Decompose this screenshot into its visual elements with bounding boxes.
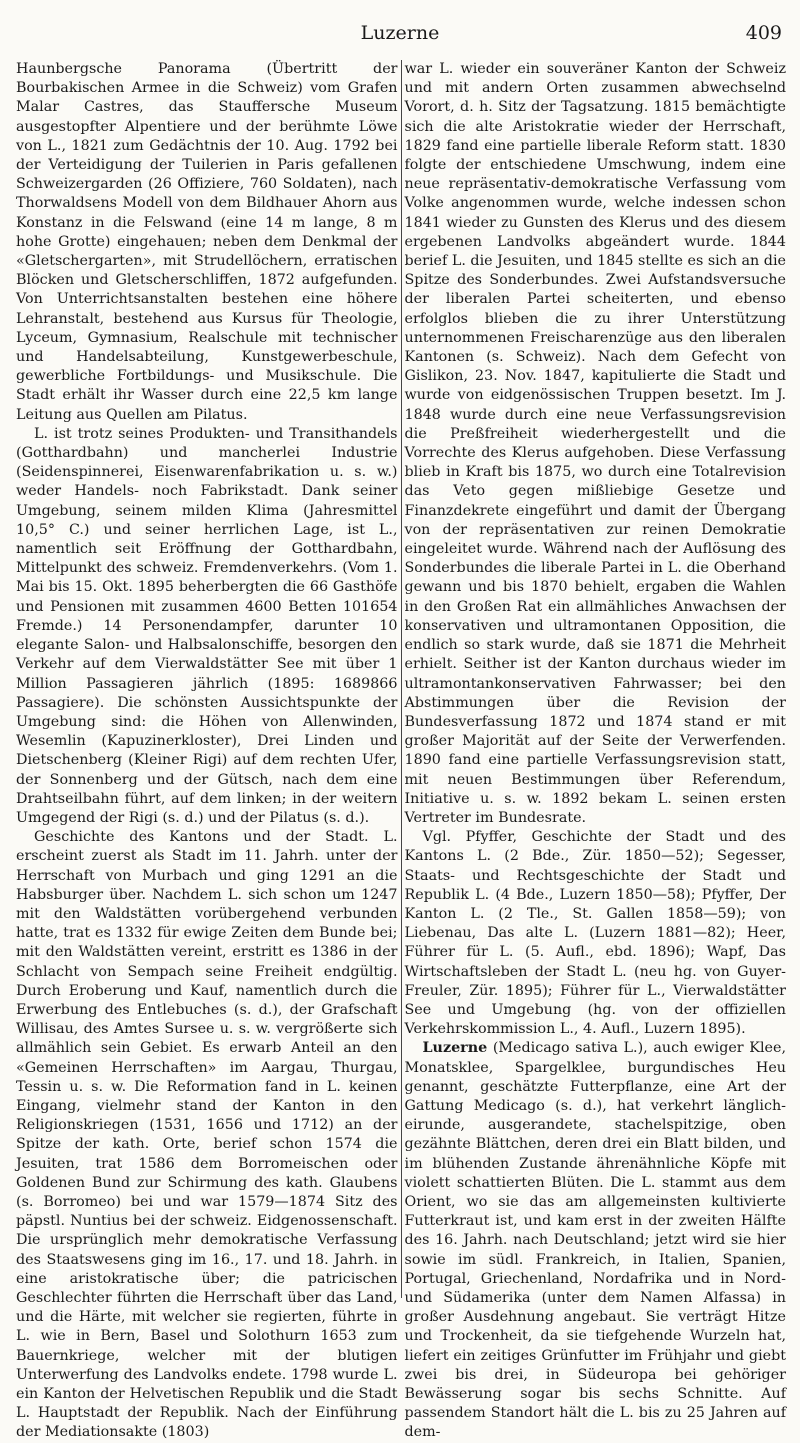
right-column [404,60,787,1441]
entry-text: (Medicago sativa L.), auch ewiger Klee, Monatsklee, Spargelklee, burgundisches Heu genannt, geschätzte Futterpflanze, eine Art der Gattung Medicago (s. d.), hat verkehrt länglich-eirunde, ausgerandete, stachelspitzige, oben gezähnte Blättchen, deren drei ein Blatt bilden, und im blühenden Zustande ährenähnliche Köpfe mit violett schattierten Blüten. Die L. stammt aus dem Orient, wo sie das am allgemeinsten kultivierte Futterkraut ist, und kam erst in der zweiten Hälfte des 16. Jahrh. nach Deutschland; jetzt wird sie hier sowie im südl. Frankreich, in Italien, Spanien, Portugal, Griechenland, Nordafrika und in Nord- und Südamerika (unter dem Namen Alfassa) in großer Ausdehnung angebaut. Sie verträgt Hitze und Trockenheit, da sie tiefgehende Wurzeln hat, liefert ein zeitiges Grünfutter im Frühjahr und giebt zwei bis drei, in Südeuropa bei gehöriger Bewässerung sogar bis sechs Schnitte. Auf passendem Standort hält die L. bis zu 25 Jahren auf dem- [404,1040,786,1441]
paragraph: Vgl. Pfyffer, Geschichte der Stadt und des Kantons L. (2 Bde., Zür. 1850—52); Segesser, Staats- und Rechtsgeschichte der Stadt und Republik L. (4 Bde., Luzern 1850—58); Pfyffer, Der Kanton L. (2 Tle., St. Gallen 1858—59); von Liebenau, Das alte L. (Luzern 1881—82); Heer, Führer für L. (5. Aufl., ebd. 1896); Wapf, Das Wirtschaftsleben der Stadt L. (neu hg. von Guyer-Freuler, Zür. 1895); Führer für L., Vierwaldstätter See und Umgebung (hg. von der offiziellen Verkehrskommission L., 4. Aufl., Luzern 1895). [404,829,786,1038]
paragraph: war L. wieder ein souveräner Kanton der Schweiz und mit andern Orten zusammen abwechselnd Vorort, d. h. Sitz der Tagsatzung. 1815 bemächtigte sich die alte Aristokratie wieder der Herrschaft, 1829 fand eine partielle liberale Reform statt. 1830 folgte der entschiedene Umschwung, indem eine neue repräsentativ-demokratische Verfassung vom Volke angenommen wurde, welche indessen schon 1841 wieder zu Gunsten des Klerus und des diesem ergebenen Landvolks abgeändert wurde. 1844 berief L. die Jesuiten, und 1845 stellte es sich an die Spitze des Sonderbundes. Zwei Aufstandsversuche der liberalen Partei scheiterten, und ebenso erfolglos blieben die zu ihrer Unterstützung unternommenen Freischarenzüge aus den liberalen Kantonen (s. Schweiz). Nach dem Gefecht von Gislikon, 23. Nov. 1847, kapitulierte die Stadt und wurde von eidgenössischen Truppen besetzt. Im J. 1848 wurde durch eine neue Verfassungsrevision die Preßfreiheit wiederhergestellt und die Vorrechte des Klerus aufgehoben. Diese Verfassung blieb in Kraft bis 1875, wo durch eine Totalrevision das Veto gegen mißliebige Gesetze und Finanzdekrete eingeführt und damit der Übergang von der repräsentativen zur reinen Demokratie eingeleitet wurde. Während nach der Auflösung des Sonderbundes die liberale Partei in L. die Oberhand gewann und bis 1870 behielt, ergaben die Wahlen in den Großen Rat ein allmähliches Anwachsen der konservativen und ultramontanen Opposition, die endlich so stark wurde, daß sie 1871 die Mehrheit erhielt. Seither ist der Kanton durchaus wieder im ultramontankonservativen Fahrwasser; bei den Abstimmungen über die Revision der Bundesverfassung 1872 und 1874 stand er mit großer Majorität auf der Seite der Verwerfenden. 1890 fand eine partielle Verfassungsrevision statt, mit neuen Bestimmungen über Referendum, Initiative u. s. w. 1892 bekam L. seinen ersten Vertreter im Bundesrate. [404,61,786,826]
paragraph: Geschichte des Kantons und der Stadt. L. erscheint zuerst als Stadt im 11. Jahrh. unter der Herrschaft von Murbach und ging 1291 an die Habsburger über. Nachdem L. sich schon um 1247 mit den Waldstätten vorübergehend verbunden hatte, trat es 1332 für ewige Zeiten dem Bunde bei; mit den Waldstätten vereint, erstritt es 1386 in der Schlacht von Sempach seine Freiheit endgültig. Durch Eroberung und Kauf, namentlich durch die Erwerbung des Entlebuches (s. d.), der Grafschaft Willisau, des Amtes Sursee u. s. w. vergrößerte sich allmählich sein Gebiet. Es erwarb Anteil an den «Gemeinen Herrschaften» im Aargau, Thurgau, Tessin u. s. w. Die Reformation fand in L. keinen Eingang, vielmehr stand der Kanton in den Religionskriegen (1531, 1656 und 1712) an der Spitze der kath. Orte, berief schon 1574 die Jesuiten, trat 1586 dem Borromeischen oder Goldenen Bund zur Schirmung des kath. Glaubens (s. Borromeo) bei und war 1579—1874 Sitz des päpstl. Nuntius bei der schweiz. Eidgenossenschaft. Die ursprünglich mehr demokratische Verfassung des Staatswesens ging im 16., 17. und 18. Jahrh. in eine aristokratische über; die patricischen Geschlechter führten die Herrschaft über das Land, und die Härte, mit welcher sie regierten, führte in L. wie in Bern, Basel und Solothurn 1653 zum Bauernkriege, welcher mit der blutigen Unterwerfung des Landvolks endete. 1798 wurde L. ein Kanton der Helvetischen Republik und die Stadt L. Hauptstadt der Republik. Nach der Einführung der Mediationsakte (1803) [16,829,398,1441]
paragraph: L. ist trotz seines Produkten- und Transithandels (Gotthardbahn) und mancherlei Industrie (Seidenspinnerei, Eisenwarenfabrikation u. s. w.) weder Handels- noch Fabrikstadt. Dank seiner Umgebung, seinem milden Klima (Jahresmittel 10,5° C.) und seiner herrlichen Lage, ist L., namentlich seit Eröffnung der Gotthardbahn, Mittelpunkt des schweiz. Fremdenverkehrs. (Vom 1. Mai bis 15. Okt. 1895 beherbergten die 66 Gasthöfe und Pensionen mit zusammen 4600 Betten 101654 Fremde.) 14 Personendampfer, darunter 10 elegante Salon- und Halbsalonschiffe, besorgen den Verkehr auf dem Vierwaldstätter See mit über 1 Million Passagieren jährlich (1895: 1689866 Passagiere). Die schönsten Aussichtspunkte der Umgebung sind: die Höhen von Allenwinden, Wesemlin (Kapuzinerkloster), Drei Linden und Dietschenberg (Kleiner Rigi) auf dem rechten Ufer, der Sonnenberg und der Gütsch, nach dem eine Drahtseilbahn führt, auf dem linken; in der weitern Umgegend der Rigi (s. d.) und der Pilatus (s. d.). [16,425,398,826]
page-header [0,22,800,52]
entry-headword: Luzerne [422,1040,488,1057]
paragraph: Haunbergsche Panorama (Übertritt der Bourbakischen Armee in die Schweiz) vom Grafen Malar Castres, das Stauffersche Museum ausgestopfter Alpentiere und der berühmte Löwe von L., 1821 zum Gedächtnis der 10. Aug. 1792 bei der Verteidigung der Tuilerien in Paris gefallenen Schweizergarden (26 Offiziere, 760 Soldaten), nach Thorwaldsens Modell von dem Bildhauer Ahorn aus Konstanz in die Felswand (eine 14 m lange, 8 m hohe Grotte) eingehauen; neben dem Denkmal der «Gletschergarten», mit Strudellöchern, erratischen Blöcken und Gletscherschliffen, 1872 aufgefunden. Von Unterrichtsanstalten bestehen eine höhere Lehranstalt, bestehend aus Kursus für Theologie, Lyceum, Gymnasium, Realschule mit technischer und Handelsabteilung, Kunstgewerbeschule, gewerbliche Fortbildungs- und Musikschule. Die Stadt erhält ihr Wasser durch eine 22,5 km lange Leitung aus Quellen am Pilatus. [16,61,398,423]
text-columns [16,60,786,1441]
running-head: Luzerne [360,22,440,44]
page-number: 409 [745,22,782,44]
left-column [16,60,398,1441]
column-divider [401,60,402,1298]
entry-paragraph [405,1039,787,1442]
